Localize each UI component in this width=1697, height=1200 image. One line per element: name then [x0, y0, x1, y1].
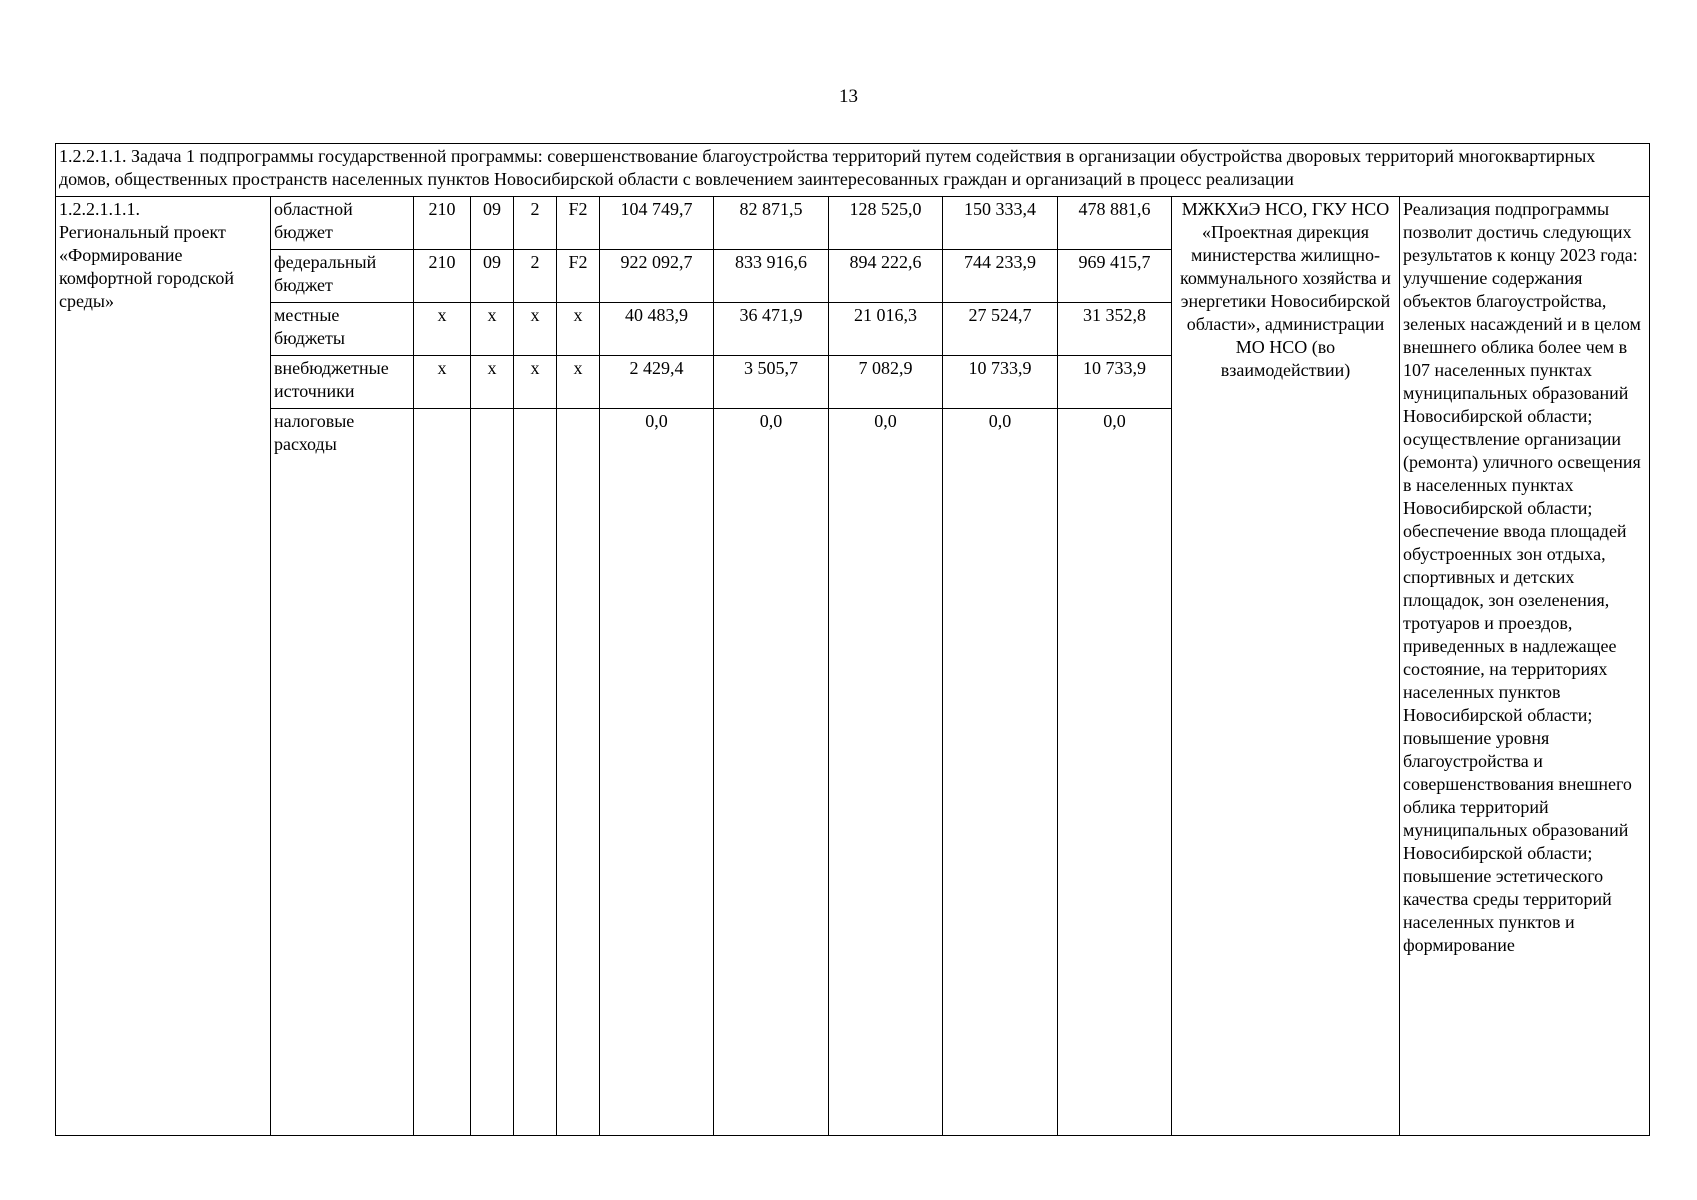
- source-cell: местные бюджеты: [271, 303, 414, 356]
- gp-cell: 2: [514, 250, 557, 303]
- task-header-cell: 1.2.2.1.1. Задача 1 подпрограммы государственной программы: совершенствование благоустройства территорий путем содействия в организации обустройства дворовых территорий многоквартирных домов, общественных пространств населенных пунктов Новосибирской области с вовлечением заинтересованных граждан и организаций в процесс реализации: [56, 144, 1650, 197]
- code-cell: х: [557, 356, 600, 409]
- project-name: Региональный проект «Формирование комфортной городской среды»: [59, 222, 234, 311]
- rz-cell: 09: [471, 197, 514, 250]
- grbs-cell: х: [414, 356, 471, 409]
- grbs-cell: [414, 409, 471, 1136]
- value-cell: 0,0: [714, 409, 829, 1136]
- gp-cell: х: [514, 303, 557, 356]
- value-cell: 27 524,7: [943, 303, 1058, 356]
- code-cell: F2: [557, 197, 600, 250]
- value-cell: 40 483,9: [600, 303, 714, 356]
- gp-cell: х: [514, 356, 557, 409]
- code-cell: [557, 409, 600, 1136]
- project-code: 1.2.2.1.1.1.: [59, 199, 140, 219]
- value-cell: 10 733,9: [1058, 356, 1172, 409]
- value-cell: 104 749,7: [600, 197, 714, 250]
- value-cell: 0,0: [1058, 409, 1172, 1136]
- source-cell: внебюджетные источники: [271, 356, 414, 409]
- rz-cell: х: [471, 356, 514, 409]
- result-cell: Реализация подпрограммы позволит достичь следующих результатов к концу 2023 года: улучшение содержания объектов благоустройства, зеленых насаждений и в целом внешнего облика более чем в 107 населенных пунктах муниципальных образований Новосибирской области; осуществление организации (ремонта) уличного освещения в населенных пунктах Новосибирской области; обеспечение ввода площадей обустроенных зон отдыха, спортивных и детских площадок, зон озеленения, тротуаров и проездов, приведенных в надлежащее состояние, на территориях населенных пунктов Новосибирской области; повышение уровня благоустройства и совершенствования внешнего облика территорий муниципальных образований Новосибирской области; повышение эстетического качества среды территорий населенных пунктов и формирование: [1400, 197, 1650, 1136]
- value-cell: 3 505,7: [714, 356, 829, 409]
- rz-cell: 09: [471, 250, 514, 303]
- table-row: [56, 197, 1650, 250]
- source-cell: областной бюджет: [271, 197, 414, 250]
- value-cell: 0,0: [943, 409, 1058, 1136]
- gp-cell: [514, 409, 557, 1136]
- task-header-row: [56, 144, 1650, 197]
- value-cell: 0,0: [600, 409, 714, 1136]
- value-cell: 10 733,9: [943, 356, 1058, 409]
- page-number: 13: [839, 86, 858, 107]
- value-cell: 478 881,6: [1058, 197, 1172, 250]
- rz-cell: [471, 409, 514, 1136]
- program-table: [55, 143, 1650, 1136]
- value-cell: 744 233,9: [943, 250, 1058, 303]
- grbs-cell: х: [414, 303, 471, 356]
- value-cell: 82 871,5: [714, 197, 829, 250]
- value-cell: 969 415,7: [1058, 250, 1172, 303]
- grbs-cell: 210: [414, 250, 471, 303]
- value-cell: 128 525,0: [829, 197, 943, 250]
- grbs-cell: 210: [414, 197, 471, 250]
- value-cell: 833 916,6: [714, 250, 829, 303]
- source-cell: налоговые расходы: [271, 409, 414, 1136]
- code-cell: F2: [557, 250, 600, 303]
- rz-cell: х: [471, 303, 514, 356]
- responsible-cell: МЖКХиЭ НСО, ГКУ НСО «Проектная дирекция министерства жилищно-коммунального хозяйства и энергетики Новосибирской области», администрации МО НСО (во взаимодействии): [1172, 197, 1400, 1136]
- value-cell: 0,0: [829, 409, 943, 1136]
- project-cell: [56, 197, 271, 1136]
- value-cell: 2 429,4: [600, 356, 714, 409]
- value-cell: 7 082,9: [829, 356, 943, 409]
- value-cell: 31 352,8: [1058, 303, 1172, 356]
- value-cell: 36 471,9: [714, 303, 829, 356]
- source-cell: федеральный бюджет: [271, 250, 414, 303]
- value-cell: 21 016,3: [829, 303, 943, 356]
- value-cell: 150 333,4: [943, 197, 1058, 250]
- value-cell: 922 092,7: [600, 250, 714, 303]
- code-cell: х: [557, 303, 600, 356]
- gp-cell: 2: [514, 197, 557, 250]
- value-cell: 894 222,6: [829, 250, 943, 303]
